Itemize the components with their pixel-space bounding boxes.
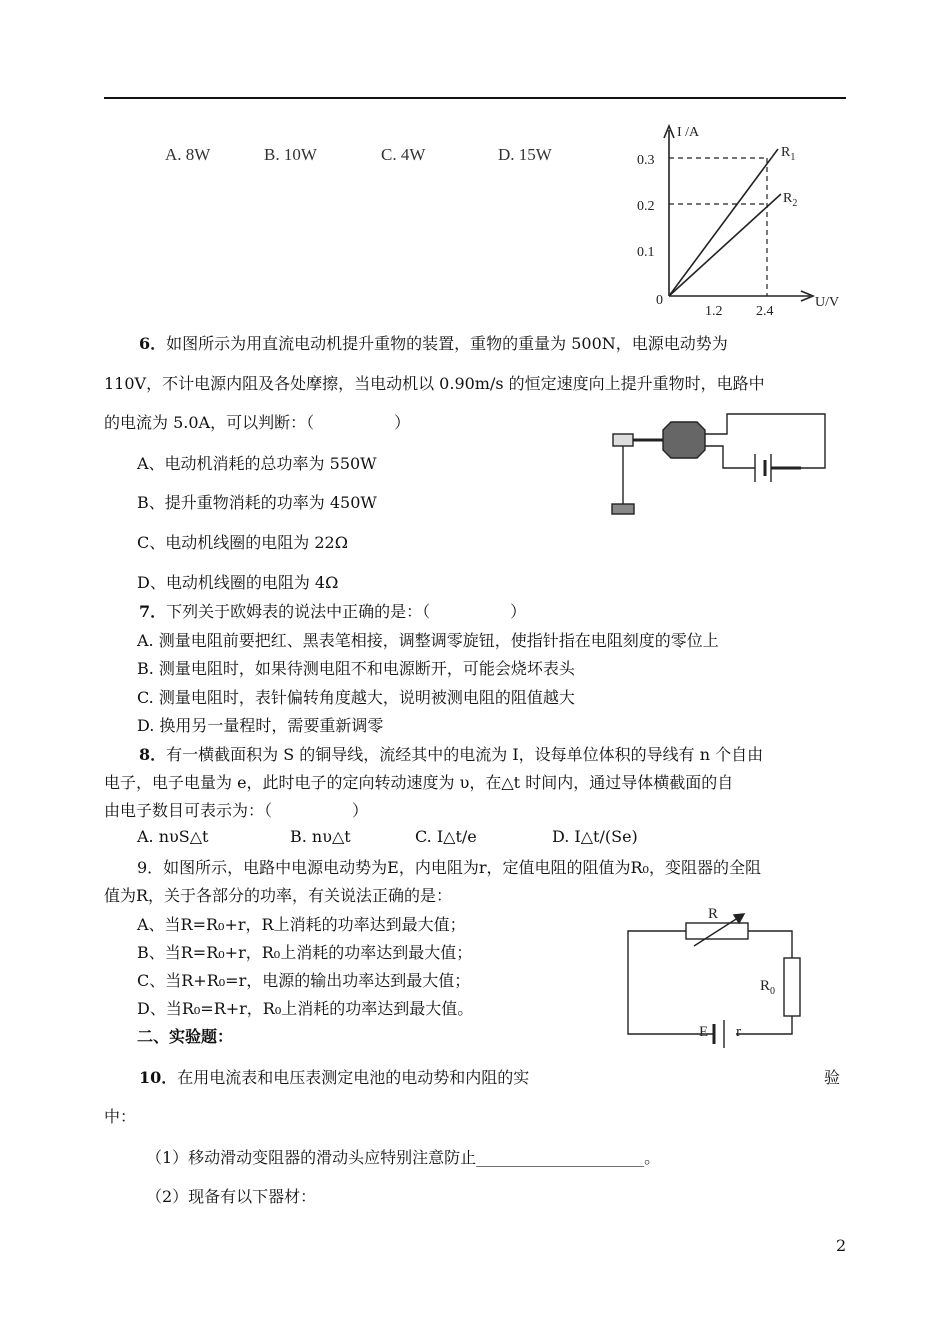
q8-number: 8．	[139, 745, 167, 764]
q7-number: 7．	[139, 602, 167, 621]
wire-right-bottom	[736, 1016, 792, 1034]
header-rule	[104, 97, 846, 99]
q9-option-c: C、当R+R₀=r，电源的输出功率达到最大值；	[137, 971, 471, 990]
q6-motor-diagram	[605, 408, 835, 523]
x-tick-12: 1.2	[705, 304, 723, 319]
q8-line3: 由电子数目可表示为：（ ）	[104, 801, 369, 820]
q10-item1: （1）移动滑动变阻器的滑动头应特别注意防止_____________________。	[146, 1148, 661, 1167]
origin-label: 0	[656, 293, 663, 308]
q6-option-d: D、电动机线圈的电阻为 4Ω	[137, 573, 339, 592]
q10-line1-end: 验	[824, 1068, 841, 1087]
q5-option-b: B. 10W	[264, 145, 317, 164]
q10-number: 10．	[139, 1068, 178, 1087]
q7-option-b: B. 测量电阻时，如果待测电阻不和电源断开，可能会烧坏表头	[137, 659, 575, 678]
q5-option-d: D. 15W	[498, 145, 552, 164]
y-tick-01: 0.1	[637, 245, 655, 260]
q8-option-a: A. nυS△t	[137, 827, 209, 846]
x-tick-24: 2.4	[756, 304, 774, 319]
section-heading-experiment: 二、实验题：	[137, 1027, 234, 1046]
r2-line	[669, 194, 781, 296]
q6-line2: 110V，不计电源内阻及各处摩擦，当电动机以 0.90m/s 的恒定速度向上提升重物时，电路中	[104, 374, 765, 393]
rheostat-arrowhead	[734, 914, 744, 923]
q6-line1	[139, 331, 728, 354]
q8-option-c: C. I△t/e	[415, 827, 477, 846]
q8-stem-1: 有一横截面积为 S 的铜导线，流经其中的电流为 I，设每单位体积的导线有 n 个自由	[166, 745, 764, 764]
q8-option-b: B. nυ△t	[290, 827, 351, 846]
label-r0: $R_0$	[760, 978, 776, 997]
fixed-resistor	[784, 958, 800, 1016]
q5-option-a: A. 8W	[165, 145, 211, 164]
q6-number: 6．	[139, 334, 167, 353]
label-r: R	[708, 906, 719, 922]
q9-option-a: A、当R=R₀+r，R上消耗的功率达到最大值；	[137, 915, 466, 934]
q7-stem	[139, 599, 526, 622]
q9-option-b: B、当R=R₀+r，R₀上消耗的功率达到最大值；	[137, 943, 473, 962]
r1-line	[669, 149, 778, 296]
q9-line1: 9．如图所示，电路中电源电动势为E，内电阻为r，定值电阻的阻值为R₀，变阻器的全阻	[137, 858, 761, 877]
q5-iu-graph	[625, 112, 865, 320]
q9-circuit-diagram	[620, 898, 810, 1050]
r1-label: $R_1$	[781, 145, 796, 163]
q8-line1	[139, 742, 763, 765]
motor-body	[663, 422, 705, 458]
q6-option-b: B、提升重物消耗的功率为 450W	[137, 493, 377, 512]
q10-line2: 中：	[104, 1107, 137, 1126]
q7-option-c: C. 测量电阻时，表针偏转角度越大，说明被测电阻的阻值越大	[137, 688, 575, 707]
r2-label: $R_2$	[783, 191, 798, 209]
q8-line2: 电子，电子电量为 e，此时电子的定向转动速度为 υ，在△t 时间内，通过导体横截面的自	[104, 773, 734, 792]
y-axis-label: I /A	[677, 125, 700, 140]
y-tick-03: 0.3	[637, 153, 655, 168]
q10-item2: （2）现备有以下器材：	[146, 1187, 317, 1206]
q8-option-d: D. I△t/(Se)	[552, 827, 638, 846]
pulley	[613, 434, 633, 446]
weight	[612, 504, 634, 514]
q6-option-a: A、电动机消耗的总功率为 550W	[137, 454, 377, 473]
wire-right-top	[748, 931, 792, 958]
q10-line1	[139, 1065, 529, 1088]
q9-line2: 值为R，关于各部分的功率，有关说法正确的是：	[104, 886, 453, 905]
q7-option-d: D. 换用另一量程时，需要重新调零	[137, 716, 384, 735]
label-e: E	[699, 1024, 709, 1040]
q6-stem-1: 如图所示为用直流电动机提升重物的装置，重物的重量为 500N，电源电动势为	[166, 334, 728, 353]
q9-option-d: D、当R₀=R+r，R₀上消耗的功率达到最大值。	[137, 999, 474, 1018]
q6-option-c: C、电动机线圈的电阻为 22Ω	[137, 533, 348, 552]
y-tick-02: 0.2	[637, 199, 655, 214]
page-number: 2	[836, 1236, 847, 1255]
label-internal-r: r	[736, 1024, 741, 1040]
x-axis-label: U/V	[815, 295, 840, 310]
q7-stem-text: 下列关于欧姆表的说法中正确的是：（ ）	[166, 602, 527, 621]
q7-option-a: A. 测量电阻前要把红、黑表笔相接，调整调零旋钮，使指针指在电阻刻度的零位上	[137, 631, 719, 650]
q10-stem-1: 在用电流表和电压表测定电池的电动势和内阻的实	[177, 1068, 530, 1087]
q6-line3: 的电流为 5.0A，可以判断：（ ）	[104, 413, 411, 432]
circuit-wire-bottom	[705, 446, 755, 468]
wire-left	[628, 931, 714, 1034]
q5-option-c: C. 4W	[381, 145, 426, 164]
